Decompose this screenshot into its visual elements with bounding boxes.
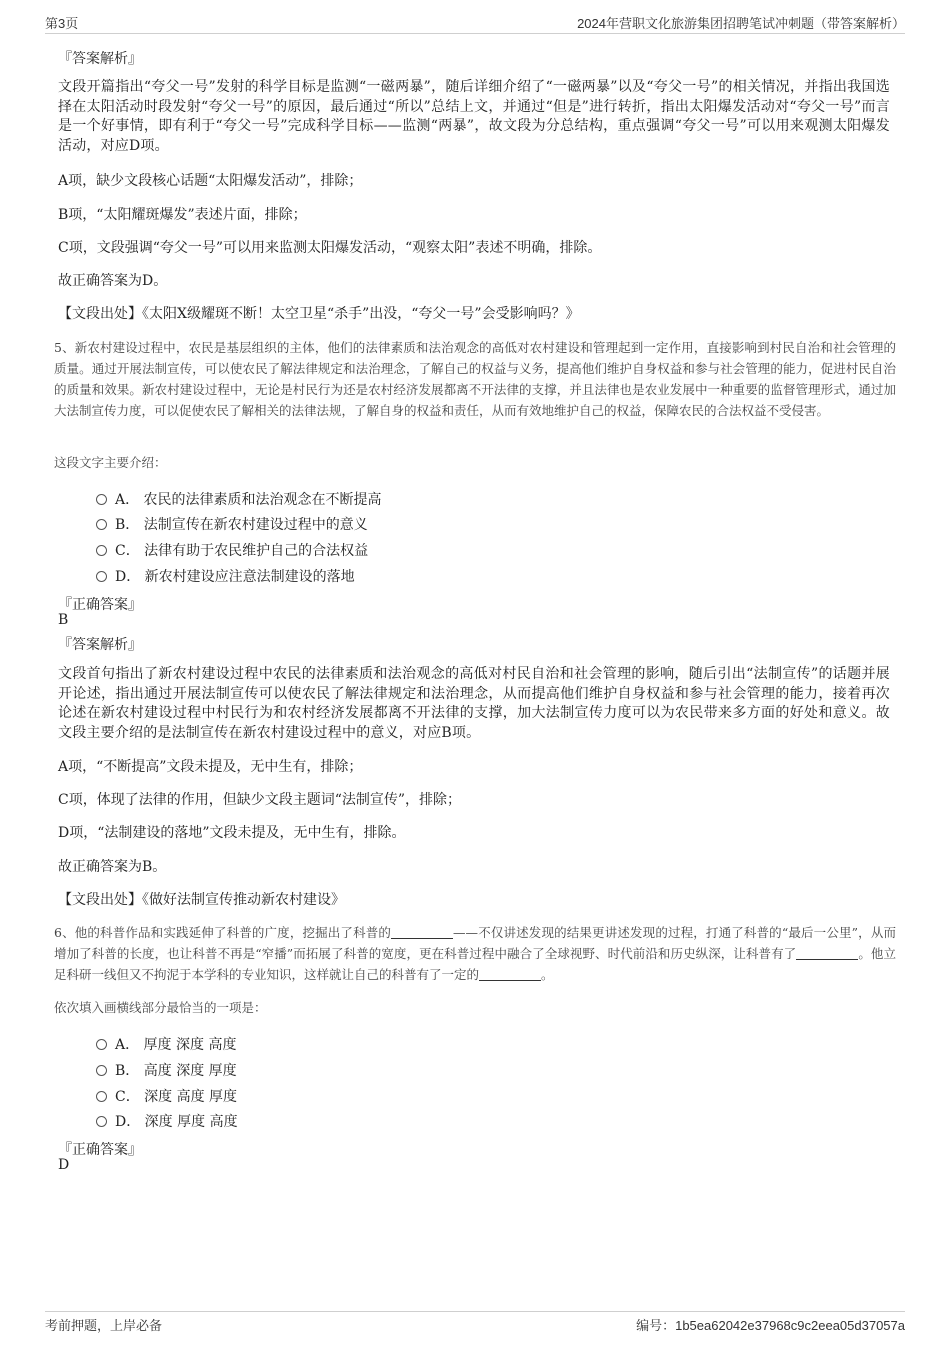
q5-conclusion: 故正确答案为B。 xyxy=(58,859,167,875)
blank-3 xyxy=(479,968,541,981)
radio-icon[interactable] xyxy=(96,545,107,556)
q5-answer: B xyxy=(58,612,69,628)
radio-icon[interactable] xyxy=(96,1116,107,1127)
q5-answer-title: 『正确答案』 xyxy=(58,597,142,613)
q4-source: 【文段出处】《太阳X级耀斑不断！太空卫星“杀手”出没，“夸父一号”会受影响吗？》 xyxy=(58,306,580,322)
q5-note-a: A项，“不断提高”文段未提及，无中生有，排除； xyxy=(58,759,363,775)
q4-analysis: 文段开篇指出“夸父一号”发射的科学目标是监测“一磁两暴”，随后详细介绍了“一磁两暴”以及“夸父一号”的相关情况，并指出我国选择在太阳活动时段发射“夸父一号”的原因，最后通过“所以”总结上文，并通过“但是”进行转折，指出太阳爆发活动对“夸父一号”而言是一个好事情，即有利于“夸父一号”完成科学目标——监测“两暴”，故文段为分总结构，重点强调“夸父一号”可以用来观测太阳爆发活动，对应D项。 xyxy=(58,79,890,154)
q6-option-b[interactable]: B． 高度 深度 厚度 xyxy=(96,1060,237,1080)
q6-option-c[interactable]: C． 深度 高度 厚度 xyxy=(96,1086,237,1106)
blank-2 xyxy=(796,947,858,960)
document-title: 2024年营职文化旅游集团招聘笔试冲刺题（带答案解析） xyxy=(577,16,905,31)
radio-icon[interactable] xyxy=(96,571,107,582)
q4-analysis-title: 『答案解析』 xyxy=(58,51,142,67)
q5-option-c[interactable]: C． 法律有助于农民维护自己的合法权益 xyxy=(96,540,368,560)
page-number: 第3页 xyxy=(45,16,79,31)
q6-stem: 6、他的科普作品和实践延伸了科普的广度，挖掘出了科普的 ——不仅讲述发现的结果更讲述发现的过程，打通了科普的“最后一公里”，从而增加了科普的长度，也让科普不再是“窄播”而拓展了科普的宽度，更在科普过程中融合了全球视野、时代前沿和历史纵深，让科普有了 。他立足科研一线但又不拘泥于本学科的专业知识，这样就让自己的科普有了一定的 。 xyxy=(54,925,896,982)
q5-option-a[interactable]: A． 农民的法律素质和法治观念在不断提高 xyxy=(96,489,382,509)
radio-icon[interactable] xyxy=(96,494,107,505)
q4-conclusion: 故正确答案为D。 xyxy=(58,273,168,289)
footer-slogan: 考前押题，上岸必备 xyxy=(45,1318,163,1333)
q5-option-d[interactable]: D． 新农村建设应注意法制建设的落地 xyxy=(96,566,355,586)
q5-stem: 5、新农村建设过程中，农民是基层组织的主体，他们的法律素质和法治观念的高低对农村建设和管理起到一定作用，直接影响到村民自治和社会管理的质量。通过开展法制宣传，可以使农民了解法律规定和法治理念，了解自己的权益与义务，提高他们维护自身权益和参与社会管理的能力，促进村民自治的质量和效果。新农村建设过程中，无论是村民行为还是农村经济发展都离不开法律的支撑，并且法律也是农业发展中一种重要的监督管理形式，通过加大法制宣传力度，可以促使农民了解相关的法律法规，了解自身的权益和责任，从而有效地维护自己的权益，保障农民的合法权益不受侵害。 xyxy=(54,340,896,418)
radio-icon[interactable] xyxy=(96,519,107,530)
page-header xyxy=(45,13,905,34)
q5-analysis: 文段首句指出了新农村建设过程中农民的法律素质和法治观念的高低对村民自治和社会管理的影响，随后引出“法制宣传”的话题并展开论述，指出通过开展法制宣传可以使农民了解法律规定和法治理念，从而提高他们维护自身权益和参与社会管理的能力，接着再次论述在新农村建设过程中村民行为和农村经济发展都离不开法律的支撑，加大法制宣传力度可以为农民带来多方面的好处和意义。故文段主要介绍的是法制宣传在新农村建设过程中的意义，对应B项。 xyxy=(58,666,890,741)
q4-note-a: A项，缺少文段核心话题“太阳爆发活动”，排除； xyxy=(58,173,363,189)
q5-analysis-title: 『答案解析』 xyxy=(58,637,142,653)
q6-prompt: 依次填入画横线部分最恰当的一项是： xyxy=(54,1000,267,1015)
q5-note-d: D项，“法制建设的落地”文段未提及，无中生有，排除。 xyxy=(58,825,406,841)
q5-note-c: C项，体现了法律的作用，但缺少文段主题词“法制宣传”，排除； xyxy=(58,792,462,808)
q6-option-a[interactable]: A． 厚度 深度 高度 xyxy=(96,1034,236,1054)
blank-1 xyxy=(391,926,453,939)
radio-icon[interactable] xyxy=(96,1039,107,1050)
q5-source: 【文段出处】《做好法制宣传推动新农村建设》 xyxy=(58,892,345,908)
q6-option-d[interactable]: D． 深度 厚度 高度 xyxy=(96,1111,238,1131)
page-footer xyxy=(45,1311,905,1332)
document-id: 编号：1b5ea62042e37968c9c2eea05d37057a xyxy=(636,1318,905,1333)
q5-prompt: 这段文字主要介绍： xyxy=(54,455,167,470)
q4-note-c: C项，文段强调“夸父一号”可以用来监测太阳爆发活动，“观察太阳”表述不明确，排除。 xyxy=(58,240,602,256)
radio-icon[interactable] xyxy=(96,1065,107,1076)
q5-option-b[interactable]: B． 法制宣传在新农村建设过程中的意义 xyxy=(96,514,368,534)
q4-note-b: B项，“太阳耀斑爆发”表述片面，排除； xyxy=(58,207,307,223)
radio-icon[interactable] xyxy=(96,1091,107,1102)
q6-answer-title: 『正确答案』 xyxy=(58,1142,142,1158)
q6-answer: D xyxy=(58,1157,70,1173)
